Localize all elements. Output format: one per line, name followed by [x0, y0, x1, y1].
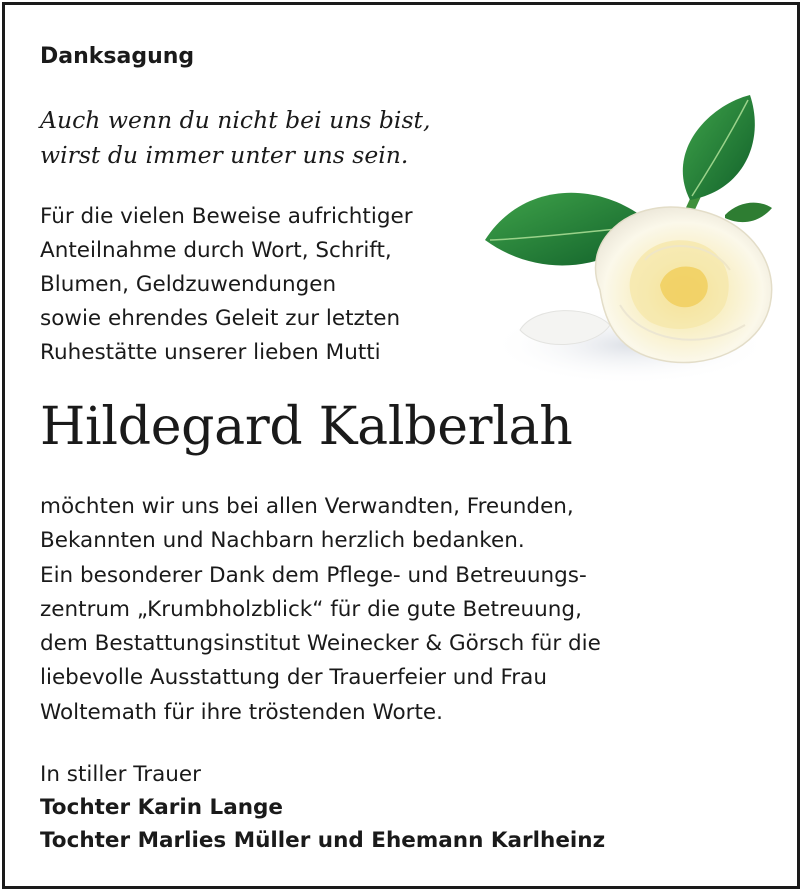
- memorial-quote: [40, 103, 430, 173]
- thanks-line: möchten wir uns bei allen Verwandten, Freunden,: [40, 494, 574, 519]
- signature-intro: In stiller Trauer: [40, 762, 201, 787]
- quote-line: wirst du immer unter uns sein.: [40, 141, 409, 169]
- signature-name: Tochter Karin Lange: [40, 795, 283, 820]
- intro-line: sowie ehrendes Geleit zur letzten: [40, 306, 401, 331]
- notice-heading: Danksagung: [40, 44, 195, 69]
- intro-paragraph: [40, 200, 413, 370]
- thanks-line: zentrum „Krumbholzblick“ für die gute Betreuung,: [40, 596, 582, 622]
- intro-line: Für die vielen Beweise aufrichtiger: [40, 204, 413, 229]
- deceased-name: Hildegard Kalberlah: [40, 397, 573, 457]
- intro-line: Ruhestätte unserer lieben Mutti: [40, 340, 381, 365]
- intro-line: Anteilnahme durch Wort, Schrift,: [40, 238, 392, 263]
- signature-name: Tochter Marlies Müller und Ehemann Karlheinz: [40, 828, 606, 853]
- quote-line: Auch wenn du nicht bei uns bist,: [40, 106, 431, 134]
- white-rose-icon: [480, 90, 780, 390]
- thanks-line: Woltemath für ihre tröstenden Worte.: [40, 699, 443, 725]
- thanks-line: Bekannten und Nachbarn herzlich bedanken.: [40, 528, 525, 554]
- thanks-line: Ein besonderer Dank dem Pflege- und Betreuungs-: [40, 562, 587, 588]
- thanks-paragraph: [40, 490, 601, 730]
- signature-block: [40, 758, 605, 857]
- thanks-line: liebevolle Ausstattung der Trauerfeier und Frau: [40, 665, 547, 691]
- intro-line: Blumen, Geldzuwendungen: [40, 272, 337, 297]
- thanks-line: dem Bestattungsinstitut Weinecker & Görsch für die: [40, 631, 601, 657]
